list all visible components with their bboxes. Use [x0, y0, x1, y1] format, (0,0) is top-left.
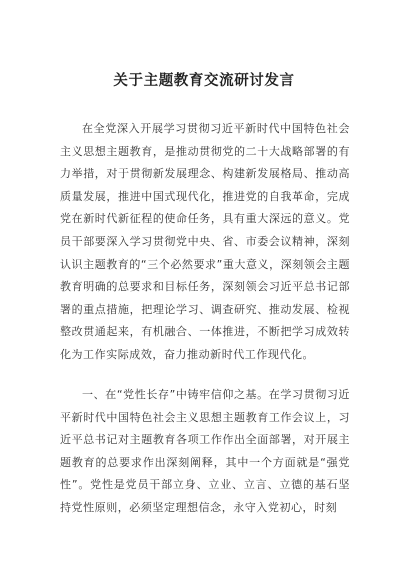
body-paragraph-section-one: 一、在“党性长存”中铸牢信仰之基。在学习贯彻习近平新时代中国特色社会主义思想主题教育工作会议上，习近平总书记对主题教育各项工作作出全面部署，对开展主题教育的总要求作出深刻阐释，其中一个方面就是“强党性”。党性是党员干部立身、立业、立言、立德的基石坚持党性原则，必须坚定理想信念，永守入党初心，时刻	[60, 388, 350, 514]
body-paragraph-intro: 在全党深入开展学习贯彻习近平新时代中国特色社会主义思想主题教育，是推动贯彻党的二十大战略部署的有力举措，对于贯彻新发展理念、构建新发展格局、推动高质量发展，推进中国式现代化，推进党的自我革命，完成党在新时代新征程的使命任务，具有重大深远的意义。党员干部要深入学习贯彻党中央、省、市委会议精神，深刻认识主题教育的“三个必然要求”重大意义，深刻领会主题教育明确的总要求和目标任务，深刻领会习近平总书记部署的重点措施，把理论学习、调查研究、推动发展、检视整改贯通起来，有机融合、一体推进，不断把学习成效转化为工作实际成效，奋力推动新时代工作现代化。	[60, 122, 350, 361]
document-title: 关于主题教育交流研讨发言	[113, 73, 295, 89]
